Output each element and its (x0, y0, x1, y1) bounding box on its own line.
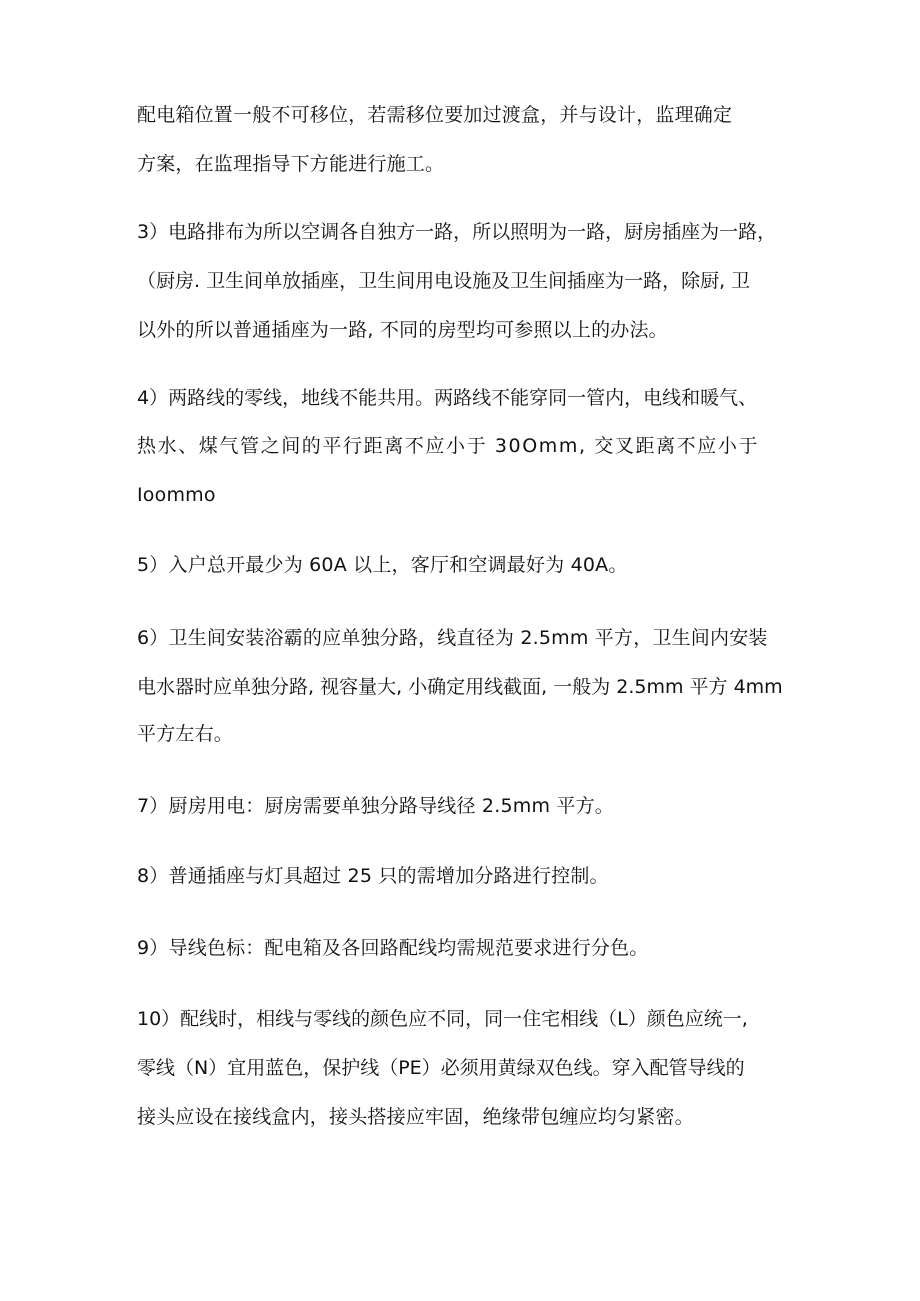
paragraph-line: 方案，在监理指导下方能进行施工。 (137, 153, 445, 175)
paragraph-line: 热水、煤气管之间的平行距离不应小于 30Omm, 交叉距离不应小于 (137, 435, 760, 457)
paragraph-line: 10）配线时，相线与零线的颜色应不同，同一住宅相线（L）颜色应统一, (137, 1008, 748, 1030)
paragraph-line: 9）导线色标：配电箱及各回路配线均需规范要求进行分色。 (137, 937, 649, 959)
paragraph-line: 接头应设在接线盒内，接头搭接应牢固，绝缘带包缠应均匀紧密。 (137, 1106, 694, 1128)
paragraph-line: 6）卫生间安装浴霸的应单独分路，线直径为 2.5mm 平方，卫生间内安装 (137, 627, 768, 649)
paragraph-line: 8）普通插座与灯具超过 25 只的需增加分路进行控制。 (137, 865, 609, 887)
paragraph-line: 零线（N）宜用蓝色，保护线（PE）必须用黄绿双色线。穿入配管导线的 (137, 1057, 745, 1079)
paragraph-line: 配电箱位置一般不可移位，若需移位要加过渡盒，并与设计，监理确定 (137, 104, 733, 126)
paragraph-line: 3）电路排布为所以空调各自独方一路，所以照明为一路，厨房插座为一路， (137, 221, 777, 243)
paragraph-line: 平方左右。 (137, 723, 234, 745)
paragraph-line: （厨房. 卫生间单放插座，卫生间用电设施及卫生间插座为一路，除厨, 卫 (137, 270, 751, 292)
paragraph-line: 5）入户总开最少为 60A 以上，客厅和空调最好为 40A。 (137, 554, 628, 576)
paragraph-line: Ioommo (137, 484, 216, 506)
paragraph-line: 4）两路线的零线，地线不能共用。两路线不能穿同一管内，电线和暖气、 (137, 387, 758, 409)
paragraph-line: 7）厨房用电：厨房需要单独分路导线径 2.5mm 平方。 (137, 795, 615, 817)
paragraph-line: 以外的所以普通插座为一路, 不同的房型均可参照以上的办法。 (137, 319, 668, 341)
paragraph-line: 电水器时应单独分路, 视容量大, 小确定用线截面, 一般为 2.5mm 平方 4mm (137, 676, 783, 698)
